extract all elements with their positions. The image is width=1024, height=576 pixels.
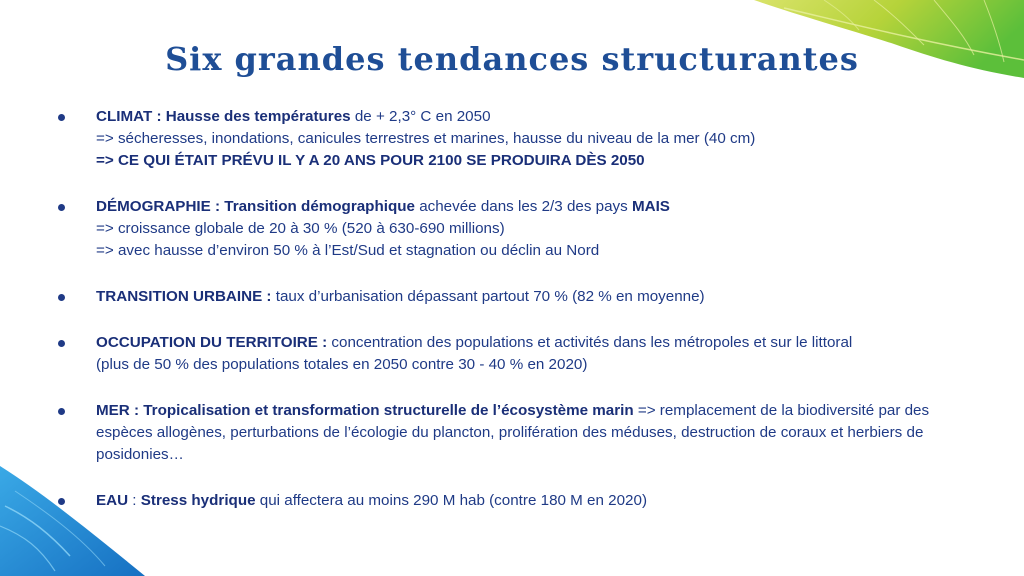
climat-line1 bbox=[96, 106, 958, 128]
mer-paragraph bbox=[96, 402, 929, 463]
slide-title: Six grandes tendances structurantes bbox=[165, 40, 859, 78]
list-item-demographie bbox=[58, 196, 958, 262]
territoire-line2: (plus de 50 % des populations totales en 2050 contre 30 - 40 % en 2020) bbox=[96, 356, 588, 373]
climat-line3: => CE QUI ÉTAIT PRÉVU IL Y A 20 ANS POUR 2100 SE PRODUIRA DÈS 2050 bbox=[96, 152, 645, 169]
urbaine-label: TRANSITION URBAINE : bbox=[96, 288, 272, 305]
territoire-line1 bbox=[96, 332, 958, 354]
climat-label: CLIMAT : Hausse des températures bbox=[96, 108, 351, 125]
demographie-line1 bbox=[96, 196, 958, 218]
mer-label: MER : Tropicalisation et transformation structurelle de l’écosystème marin bbox=[96, 402, 634, 419]
demographie-line3: => avec hausse d’environ 50 % à l’Est/Sud et stagnation ou déclin au Nord bbox=[96, 242, 600, 259]
bullet-icon bbox=[58, 340, 65, 347]
eau-label: EAU bbox=[96, 492, 129, 509]
demographie-label: DÉMOGRAPHIE : Transition démographique bbox=[96, 198, 415, 215]
trends-list bbox=[58, 106, 958, 512]
urbaine-line1 bbox=[96, 286, 958, 308]
eau-emph: Stress hydrique bbox=[140, 492, 256, 509]
list-item-territoire bbox=[58, 332, 958, 376]
bullet-icon bbox=[58, 114, 65, 121]
list-item-mer bbox=[58, 400, 958, 466]
eau-separator: : bbox=[128, 492, 141, 509]
eau-text: qui affectera au moins 290 M hab (contre 180 M en 2020) bbox=[255, 492, 648, 509]
bullet-icon bbox=[58, 204, 65, 211]
climat-text: de + 2,3° C en 2050 bbox=[350, 108, 491, 125]
list-item-climat bbox=[58, 106, 958, 172]
demographie-line2: => croissance globale de 20 à 30 % (520 à 630-690 millions) bbox=[96, 220, 505, 237]
list-item-eau bbox=[58, 490, 958, 512]
list-item-urbaine bbox=[58, 286, 958, 308]
eau-line1 bbox=[96, 490, 958, 512]
climat-line2: => sécheresses, inondations, canicules terrestres et marines, hausse du niveau de la mer (40 cm) bbox=[96, 130, 756, 147]
bullet-icon bbox=[58, 408, 65, 415]
demographie-text: achevée dans les 2/3 des pays bbox=[414, 198, 632, 215]
bullet-icon bbox=[58, 498, 65, 505]
demographie-emph: MAIS bbox=[631, 198, 670, 215]
territoire-label: OCCUPATION DU TERRITOIRE : bbox=[96, 334, 328, 351]
territoire-text: concentration des populations et activités dans les métropoles et sur le littoral bbox=[327, 334, 853, 351]
mer-text: => remplacement de la biodiversité par des espèces allogènes, perturbations de l’écologie du plancton, prolifération des méduses, destruction de coraux et herbiers de posidonies… bbox=[96, 402, 930, 463]
urbaine-text: taux d’urbanisation dépassant partout 70 % (82 % en moyenne) bbox=[271, 288, 705, 305]
bullet-icon bbox=[58, 294, 65, 301]
